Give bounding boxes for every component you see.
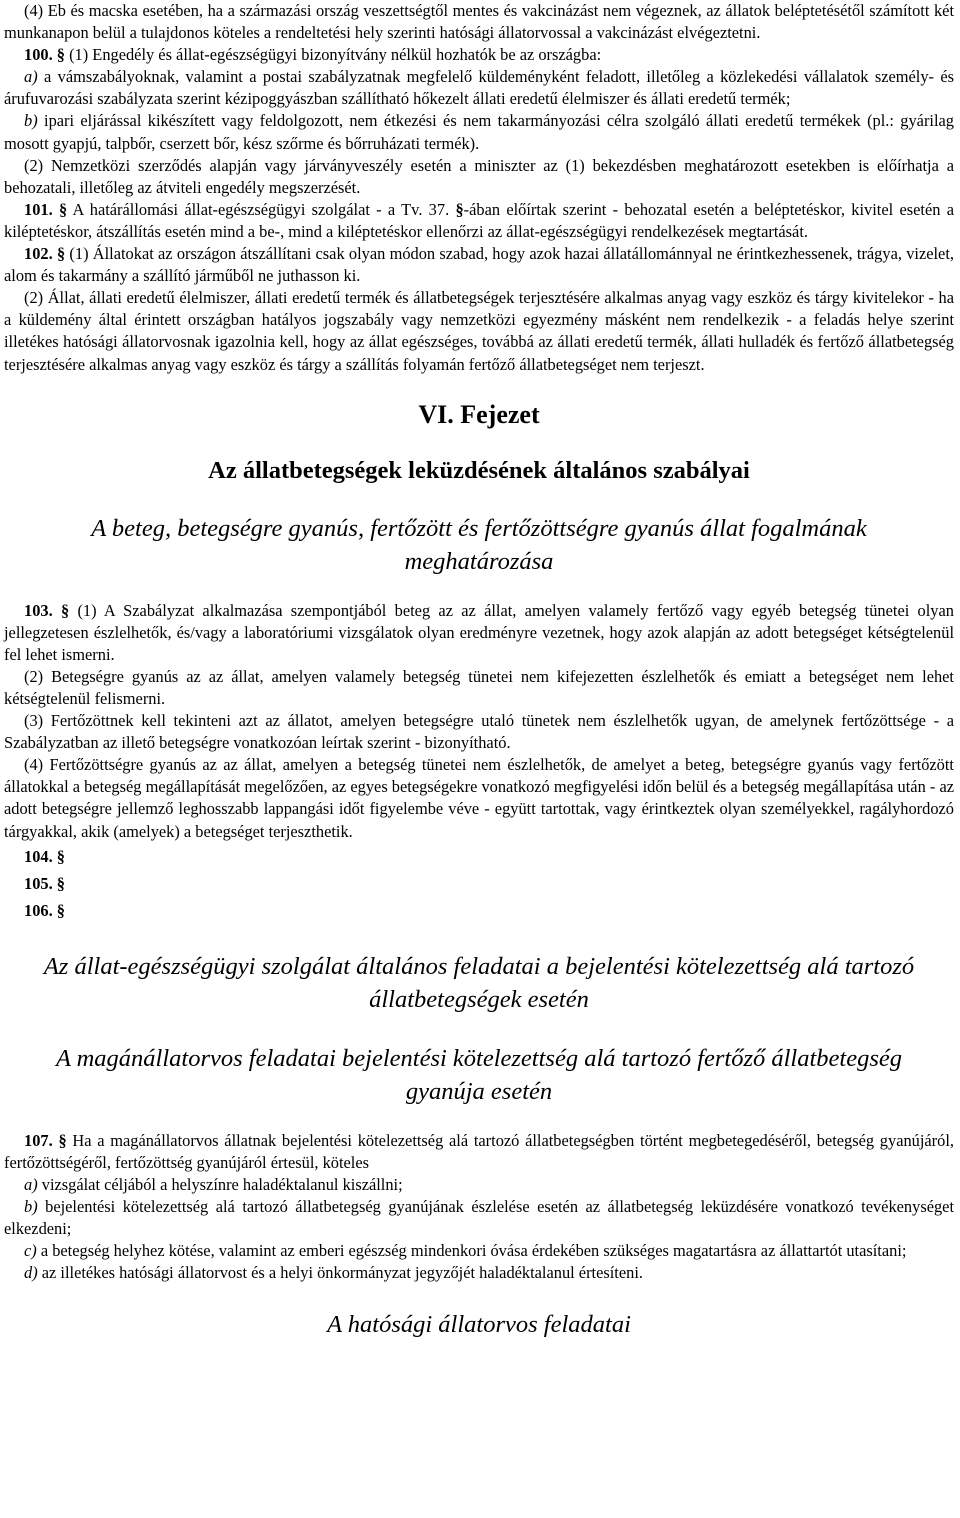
section-sign: §: [56, 846, 65, 866]
item-label: d): [24, 1263, 38, 1283]
paragraph-text: (1) Engedély és állat-egészségügyi bizonyítvány nélkül hozhatók be az országba:: [65, 45, 602, 65]
item-text: a vámszabályoknak, valamint a postai szabályzatnak megfelelő küldeményként feladott, illetőleg a közlekedési vállalatok személy- és árufuvarozási szabályzata szerint kézipoggyászban szállítható hőkezelt állati eredetű élelmiszer és állati eredetű termék;: [4, 67, 954, 109]
item-text: ipari eljárással kikészített vagy feldolgozott, nem étkezési és nem takarmányozási célra szolgáló állati eredetű termékek (pl.: gyárilag mosott gyapjú, talpbőr, cserzett bőr, kész szőrme és bőrruházati termék).: [4, 111, 954, 153]
section-107-item-b: [4, 1196, 954, 1240]
section-sign: §: [58, 1130, 67, 1150]
section-103-para-2: (2) Betegségre gyanús az az állat, amelyen valamely betegség tünetei nem kifejezetten észlelhetők és emiatt a betegséget nem lehet kétségtelenül felismerni.: [4, 666, 954, 708]
section-sign: §: [56, 244, 66, 264]
item-text: az illetékes hatósági állatorvost és a helyi önkormányzat jegyzőjét haladéktalanul értesíteni.: [37, 1263, 643, 1283]
section-repealed: [4, 897, 954, 924]
item-label: c): [24, 1241, 37, 1261]
item-label: a): [24, 67, 38, 87]
heading-private-vet-tasks: A magánállatorvos feladatai bejelentési kötelezettség alá tartozó fertőző állatbetegség gyanúja esetén: [55, 1044, 903, 1105]
section-sign: §: [58, 199, 68, 219]
section-102-para-1: [4, 243, 954, 287]
item-text: vizsgálat céljából a helyszínre haladéktalanul kiszállni;: [37, 1174, 403, 1194]
section-100-para-1: [4, 44, 954, 66]
chapter-subtitle: A beteg, betegségre gyanús, fertőzött és fertőzöttségre gyanús állat fogalmának meghatározása: [91, 514, 867, 575]
section-100-item-a: [4, 66, 954, 110]
paragraph-text: Ha a magánállatorvos állatnak bejelentési kötelezettség alá tartozó állatbetegségben történt megbetegedéséről, betegség gyanújáról, fertőzöttségéről, fertőzöttség gyanújáról értesül, köteles: [4, 1130, 954, 1172]
chapter-number: VI. Fejezet: [418, 399, 540, 429]
section-sign: §: [56, 900, 65, 920]
item-label: b): [24, 1196, 38, 1216]
heading-general-tasks: Az állat-egészségügyi szolgálat általános feladatai a bejelentési kötelezettség alá tartozó állatbetegségek esetén: [43, 952, 915, 1013]
paragraph-text: (1) A Szabályzat alkalmazása szempontjából beteg az az állat, amelyen valamely fertőző vagy egyéb betegség tünetei olyan jellegzetesen észlelhetők, és/vagy a laboratóriumi vizsgálatok olyan eredményre vezetnek, hogy azok alapján az adott betegséget kétségtelenül fel lehet ismerni.: [4, 600, 954, 664]
heading-official-vet-tasks: A hatósági állatorvos feladatai: [327, 1311, 631, 1339]
section-101: [4, 199, 954, 243]
section-number: 104.: [24, 846, 53, 866]
section-107-item-a: [4, 1174, 954, 1196]
section-number: 106.: [24, 900, 53, 920]
section-number: 107.: [24, 1130, 53, 1150]
section-number: 105.: [24, 873, 53, 893]
item-label: b): [24, 111, 38, 131]
section-number: 100.: [24, 45, 53, 65]
paragraph-text: -ában előírtak szerint - behozatal esetén a beléptetéskor, kivitel esetén a kiléptetéskor, átszállítás esetén mind a be-, mind a kiléptetéskor ellenőrzi az állat-egészségügyi rendelkezések megtartását.: [4, 199, 954, 241]
section-sign: §: [455, 199, 464, 219]
section-number: 101.: [24, 199, 53, 219]
section-107-item-d: [4, 1262, 954, 1284]
section-100-para-2: (2) Nemzetközi szerződés alapján vagy járványveszély esetén a miniszter az (1) bekezdésben meghatározott esetekben is előírhatja a behozatali, illetőleg az átviteli engedély megszerzését.: [4, 155, 954, 197]
section-repealed: [4, 870, 954, 897]
section-sign: §: [56, 45, 65, 65]
item-text: a betegség helyhez kötése, valamint az emberi egészség mindenkori óvása érdekében szükséges magatartásra az állattartót utasítani;: [36, 1241, 907, 1261]
section-100-item-b: [4, 110, 954, 154]
chapter-title: Az állatbetegségek leküzdésének általános szabályai: [208, 456, 750, 484]
section-sign: §: [60, 600, 70, 620]
paragraph-vaccination: (4) Eb és macska esetében, ha a származási ország veszettségtől mentes és vakcinázást nem végeznek, az állatok beléptetésétől számított két munkanapon belül a tulajdonos köteles a rendeltetési hely szerinti hatósági állatorvossal a vakcinázást elvégeztetni.: [4, 1, 954, 43]
section-103-para-4: (4) Fertőzöttségre gyanús az az állat, amelyen a betegség tünetei nem észlelhetők, de amelyet a beteg, betegségre gyanús vagy fertőzött állatokkal a betegség megállapítását megelőzően, az egyes betegségekre vonatkozó megfigyelési időn belül és a betegség megállapítása után - az adott betegségre jellemző leghosszabb lappangási időt figyelembe véve - együtt tartottak, vagy érintkeztek olyan személyekkel, ragályhordozó tárgyakkal, akik (amelyek) a betegséget terjeszthetik.: [4, 755, 954, 841]
item-text: bejelentési kötelezettség alá tartozó állatbetegség gyanújának észlelése esetén az állatbetegség leküzdésére vonatkozó tevékenységet elkezdeni;: [4, 1196, 954, 1238]
section-107-item-c: [4, 1240, 954, 1262]
section-number: 102.: [24, 244, 53, 264]
section-103-para-3: (3) Fertőzöttnek kell tekinteni azt az állatot, amelyen betegségre utaló tünetek nem észlelhetők ugyan, de amelynek fertőzöttsége - a Szabályzatban az illető betegségre vonatkozóan leírtak szerint - bizonyítható.: [4, 711, 954, 753]
section-102-para-2: (2) Állat, állati eredetű élelmiszer, állati eredetű termék és állatbetegségek terjesztésére alkalmas anyag vagy eszköz és tárgy kivitelekor - ha a küldemény által érintett országban hatályos jogszabály vagy nemzetközi egyezmény másként nem rendelkezik - a feladás helye szerint illetékes hatósági állatorvosnak igazolnia kell, hogy az állat egészséges, továbbá az állati eredetű termék, állati hulladék és fertőző állatbetegség terjesztésére alkalmas anyag vagy eszköz és tárgy a szállítás folyamán fertőző állatbetegséget nem terjeszt.: [4, 288, 954, 374]
paragraph-text: (1) Állatokat az országon átszállítani csak olyan módon szabad, hogy azok hazai állatállománnyal ne érintkezhessenek, trágya, vizelet, alom és takarmány a szállító járműből ne juthasson ki.: [4, 244, 954, 286]
section-repealed: [4, 843, 954, 870]
paragraph-text: A határállomási állat-egészségügyi szolgálat - a Tv. 37.: [67, 199, 456, 219]
section-number: 103.: [24, 600, 53, 620]
item-label: a): [24, 1174, 38, 1194]
section-sign: §: [56, 873, 65, 893]
section-107-intro: [4, 1130, 954, 1174]
section-103-para-1: [4, 600, 954, 666]
